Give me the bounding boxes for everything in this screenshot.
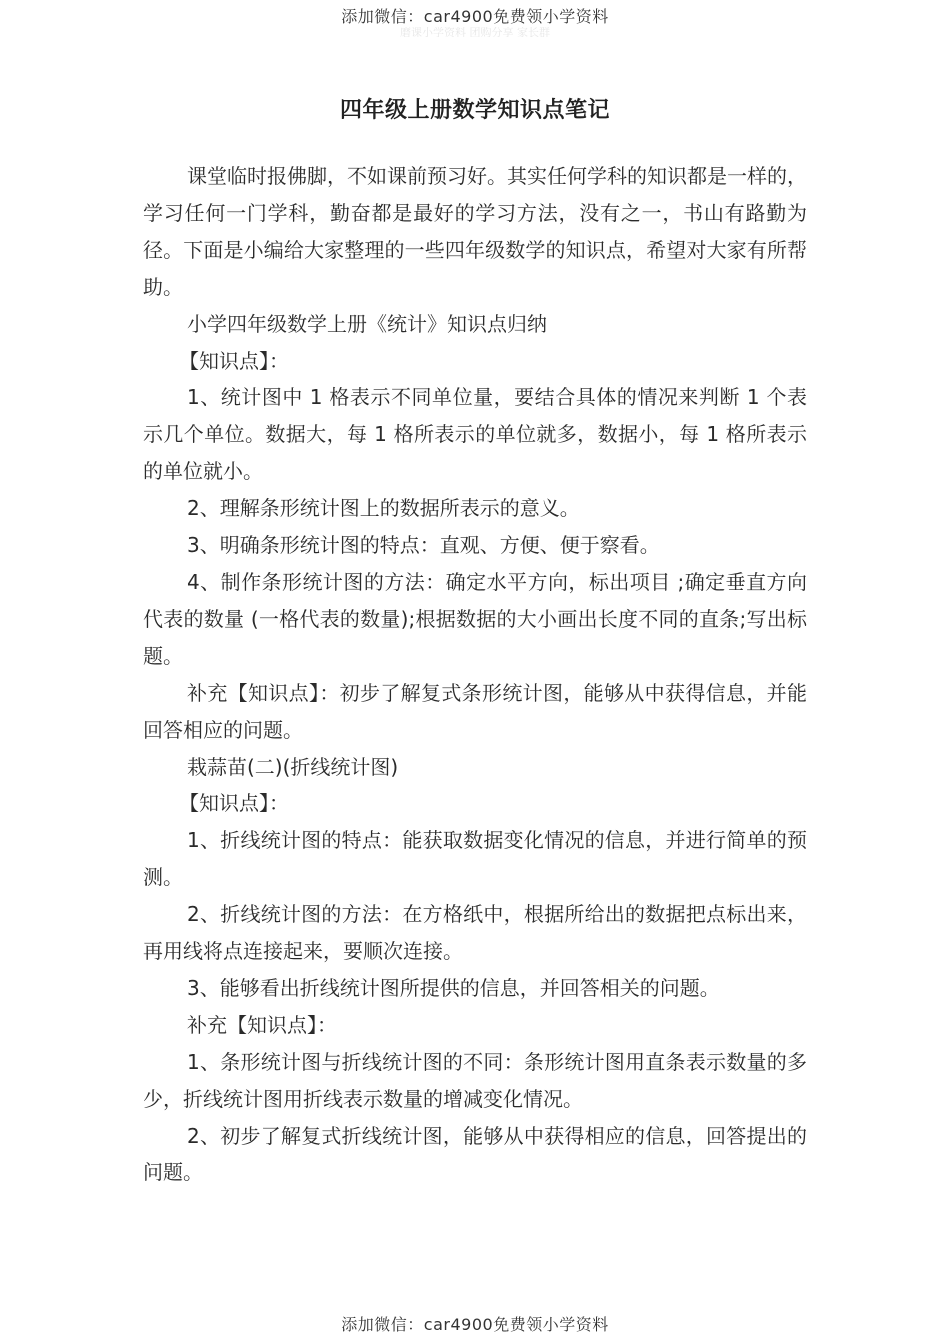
document-title: 四年级上册数学知识点笔记 — [339, 98, 610, 123]
header-ghost-text: 磨课小学资料 团购分享 家长群 — [400, 27, 550, 37]
supplement-paragraph: 补充【知识点】：初步了解复式条形统计图，能够从中获得信息，并能回答相应的问题。 — [143, 680, 807, 742]
point-paragraph: 2、理解条形统计图上的数据所表示的意义。 — [187, 496, 580, 521]
supplement-label: 补充【知识点】： — [187, 1012, 337, 1037]
footer-watermark: 添加微信：car4900免费领小学资料 — [341, 1315, 609, 1334]
header-watermark: 添加微信：car4900免费领小学资料 — [341, 7, 609, 26]
intro-paragraph: 课堂临时报佛脚，不如课前预习好。其实任何学科的知识都是一样的，学习任何一门学科，勤奋都是最好的学习方法，没有之一，书山有路勤为径。下面是小编给大家整理的一些四年级数学的知识点，希望对大家有所帮助。 — [143, 164, 807, 299]
point-paragraph: 3、能够看出折线统计图所提供的信息，并回答相关的问题。 — [187, 975, 720, 1000]
knowledge-points-label: 【知识点】： — [179, 791, 289, 816]
point-paragraph: 3、明确条形统计图的特点：直观、方便、便于察看。 — [187, 533, 660, 558]
point-paragraph: 1、条形统计图与折线统计图的不同：条形统计图用直条表示数量的多少，折线统计图用折线表示数量的增减变化情况。 — [143, 1049, 807, 1111]
point-paragraph: 1、折线统计图的特点：能获取数据变化情况的信息，并进行简单的预测。 — [143, 828, 807, 890]
point-paragraph: 2、初步了解复式折线统计图，能够从中获得相应的信息，回答提出的问题。 — [143, 1123, 807, 1185]
point-paragraph: 2、折线统计图的方法：在方格纸中，根据所给出的数据把点标出来，再用线将点连接起来，要顺次连接。 — [143, 902, 807, 964]
point-paragraph: 1、统计图中 1 格表示不同单位量，要结合具体的情况来判断 1 个表示几个单位。数据大，每 1 格所表示的单位就多，数据小，每 1 格所表示的单位就小。 — [143, 385, 807, 484]
point-paragraph: 4、制作条形统计图的方法：确定水平方向，标出项目 ;确定垂直方向代表的数量 (一格代表的数量);根据数据的大小画出长度不同的直条;写出标题。 — [143, 569, 807, 668]
section-heading-statistics: 小学四年级数学上册《统计》知识点归纳 — [187, 311, 547, 336]
section-heading-line-chart: 栽蒜苗(二)(折线统计图) — [187, 754, 399, 779]
document-body — [143, 158, 807, 1191]
knowledge-points-label: 【知识点】： — [179, 348, 289, 373]
